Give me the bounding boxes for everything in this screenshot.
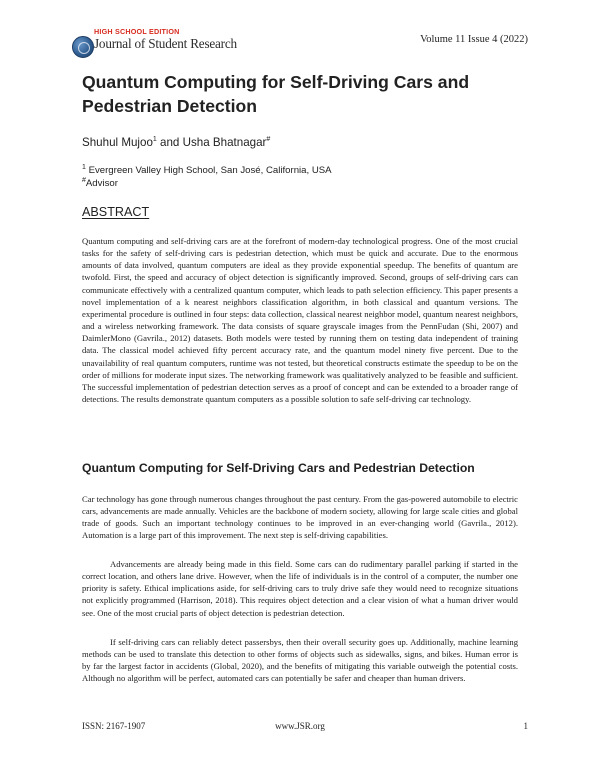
logo-edition-label: HIGH SCHOOL EDITION <box>94 27 180 36</box>
journal-logo <box>72 26 242 60</box>
page-number: 1 <box>523 721 528 731</box>
affiliation-text: Advisor <box>85 178 118 189</box>
journal-seal-icon <box>72 36 94 58</box>
affiliation-superscript: 1 <box>82 163 86 171</box>
paper-title: Quantum Computing for Self-Driving Cars and Pedestrian Detection <box>82 72 470 116</box>
affiliation-text: Evergreen Valley High School, San José, California, USA <box>85 165 332 176</box>
body-paragraph: If self-driving cars can reliably detect passersbys, then their overall security goes up. Additionally, machine learning methods can be used to translate this detection to other forms of objects such as sidewalks, signs, and bikes. Human error is by far the largest factor in accidents (Global, 2020), and the benefits of mitigating this variable outweigh the potential costs. Although no algorithm will be perfect, automated cars can potentially be safer and cheaper than human drivers. <box>82 637 518 684</box>
author-line <box>82 136 270 149</box>
logo-journal-name: Journal of Student Research <box>94 36 237 51</box>
author-superscript: 1 <box>152 136 157 144</box>
body-paragraph: Advancements are already being made in this field. Some cars can do rudimentary parallel parking if started in the correct location, and others lane drive. However, when the life of individuals is in the control of a computer, the number one priority is safety. Ethical implications aside, for self-driving cars to truly drive safe they would need to recognize situations not explicitly programmed (Harrison, 2018). This requires object detection and a clear vision of what a human driver would see. One of the most crucial parts of object detection is pedestrian detection. <box>82 559 518 618</box>
footer-website: www.JSR.org <box>275 721 325 731</box>
author-name: Usha Bhatnagar <box>182 136 267 149</box>
affiliation-line <box>82 177 332 190</box>
body-paragraph: Car technology has gone through numerous changes throughout the past century. From the gas-powered automobile to electric cars, advancements are made annually. Vehicles are the backbone of modern society, allowing for large scale cities and global trade of goods. Such an important technology continues to be improved in an ever-changing world (Gavrila., 2012). Automation is a large part of this improvement. The next step is self-driving capabilities. <box>82 494 518 541</box>
affiliations <box>82 164 332 190</box>
author-name: Shuhul Mujoo <box>82 136 153 149</box>
section-heading: Quantum Computing for Self-Driving Cars and Pedestrian Detection <box>82 461 475 475</box>
affiliation-superscript: # <box>82 176 86 184</box>
volume-issue: Volume 11 Issue 4 (2022) <box>420 34 528 45</box>
abstract-paragraph: Quantum computing and self-driving cars are at the forefront of modern-day technological progress. One of the most crucial tasks for the safety of self-driving cars is pedestrian detection, which must be quick and accurate. Due to the enormous amounts of data involved, quantum computers are ideal as they provide exponential speedup. The benefits of quantum are twofold. First, the speed and accuracy of object detection is significantly improved. Second, groups of self-driving cars can communicate effectively with a centralized quantum computer, which leads to path selection efficiency. This paper presents a novel implementation of a k nearest neighbors classification algorithm, in both classical and quantum versions. The experimental procedure is outlined in four steps: data collection, classical nearest neighbor model, quantum nearest neighbors, and a wireless networking framework. The data consists of square grayscale images from the PennFudan (Shi, 2007) and DaimlerMono (Gavrila., 2012) datasets. Both models were tested by running them on testing data independent of training data. The classical model achieved fifty percent accuracy rate, and the quantum model ninety five percent. Due to the unavailability of real quantum computers, runtime was not tested, but theoretical constructs estimate the speedup to be on the order of millions for moderate input sizes. The networking framework was qualitatively analyzed to be feasible and sufficient. The successful implementation of pedestrian detection serves as a proof of concept and can be extended to a broader range of detections. The results demonstrate quantum computers as a possible solution to safe self-driving car technology. <box>82 236 518 405</box>
author-conjunction: and <box>156 136 183 149</box>
author-superscript: # <box>266 136 271 144</box>
footer-issn: ISSN: 2167-1907 <box>82 721 146 731</box>
affiliation-line <box>82 164 332 177</box>
abstract-heading: ABSTRACT <box>82 205 150 219</box>
